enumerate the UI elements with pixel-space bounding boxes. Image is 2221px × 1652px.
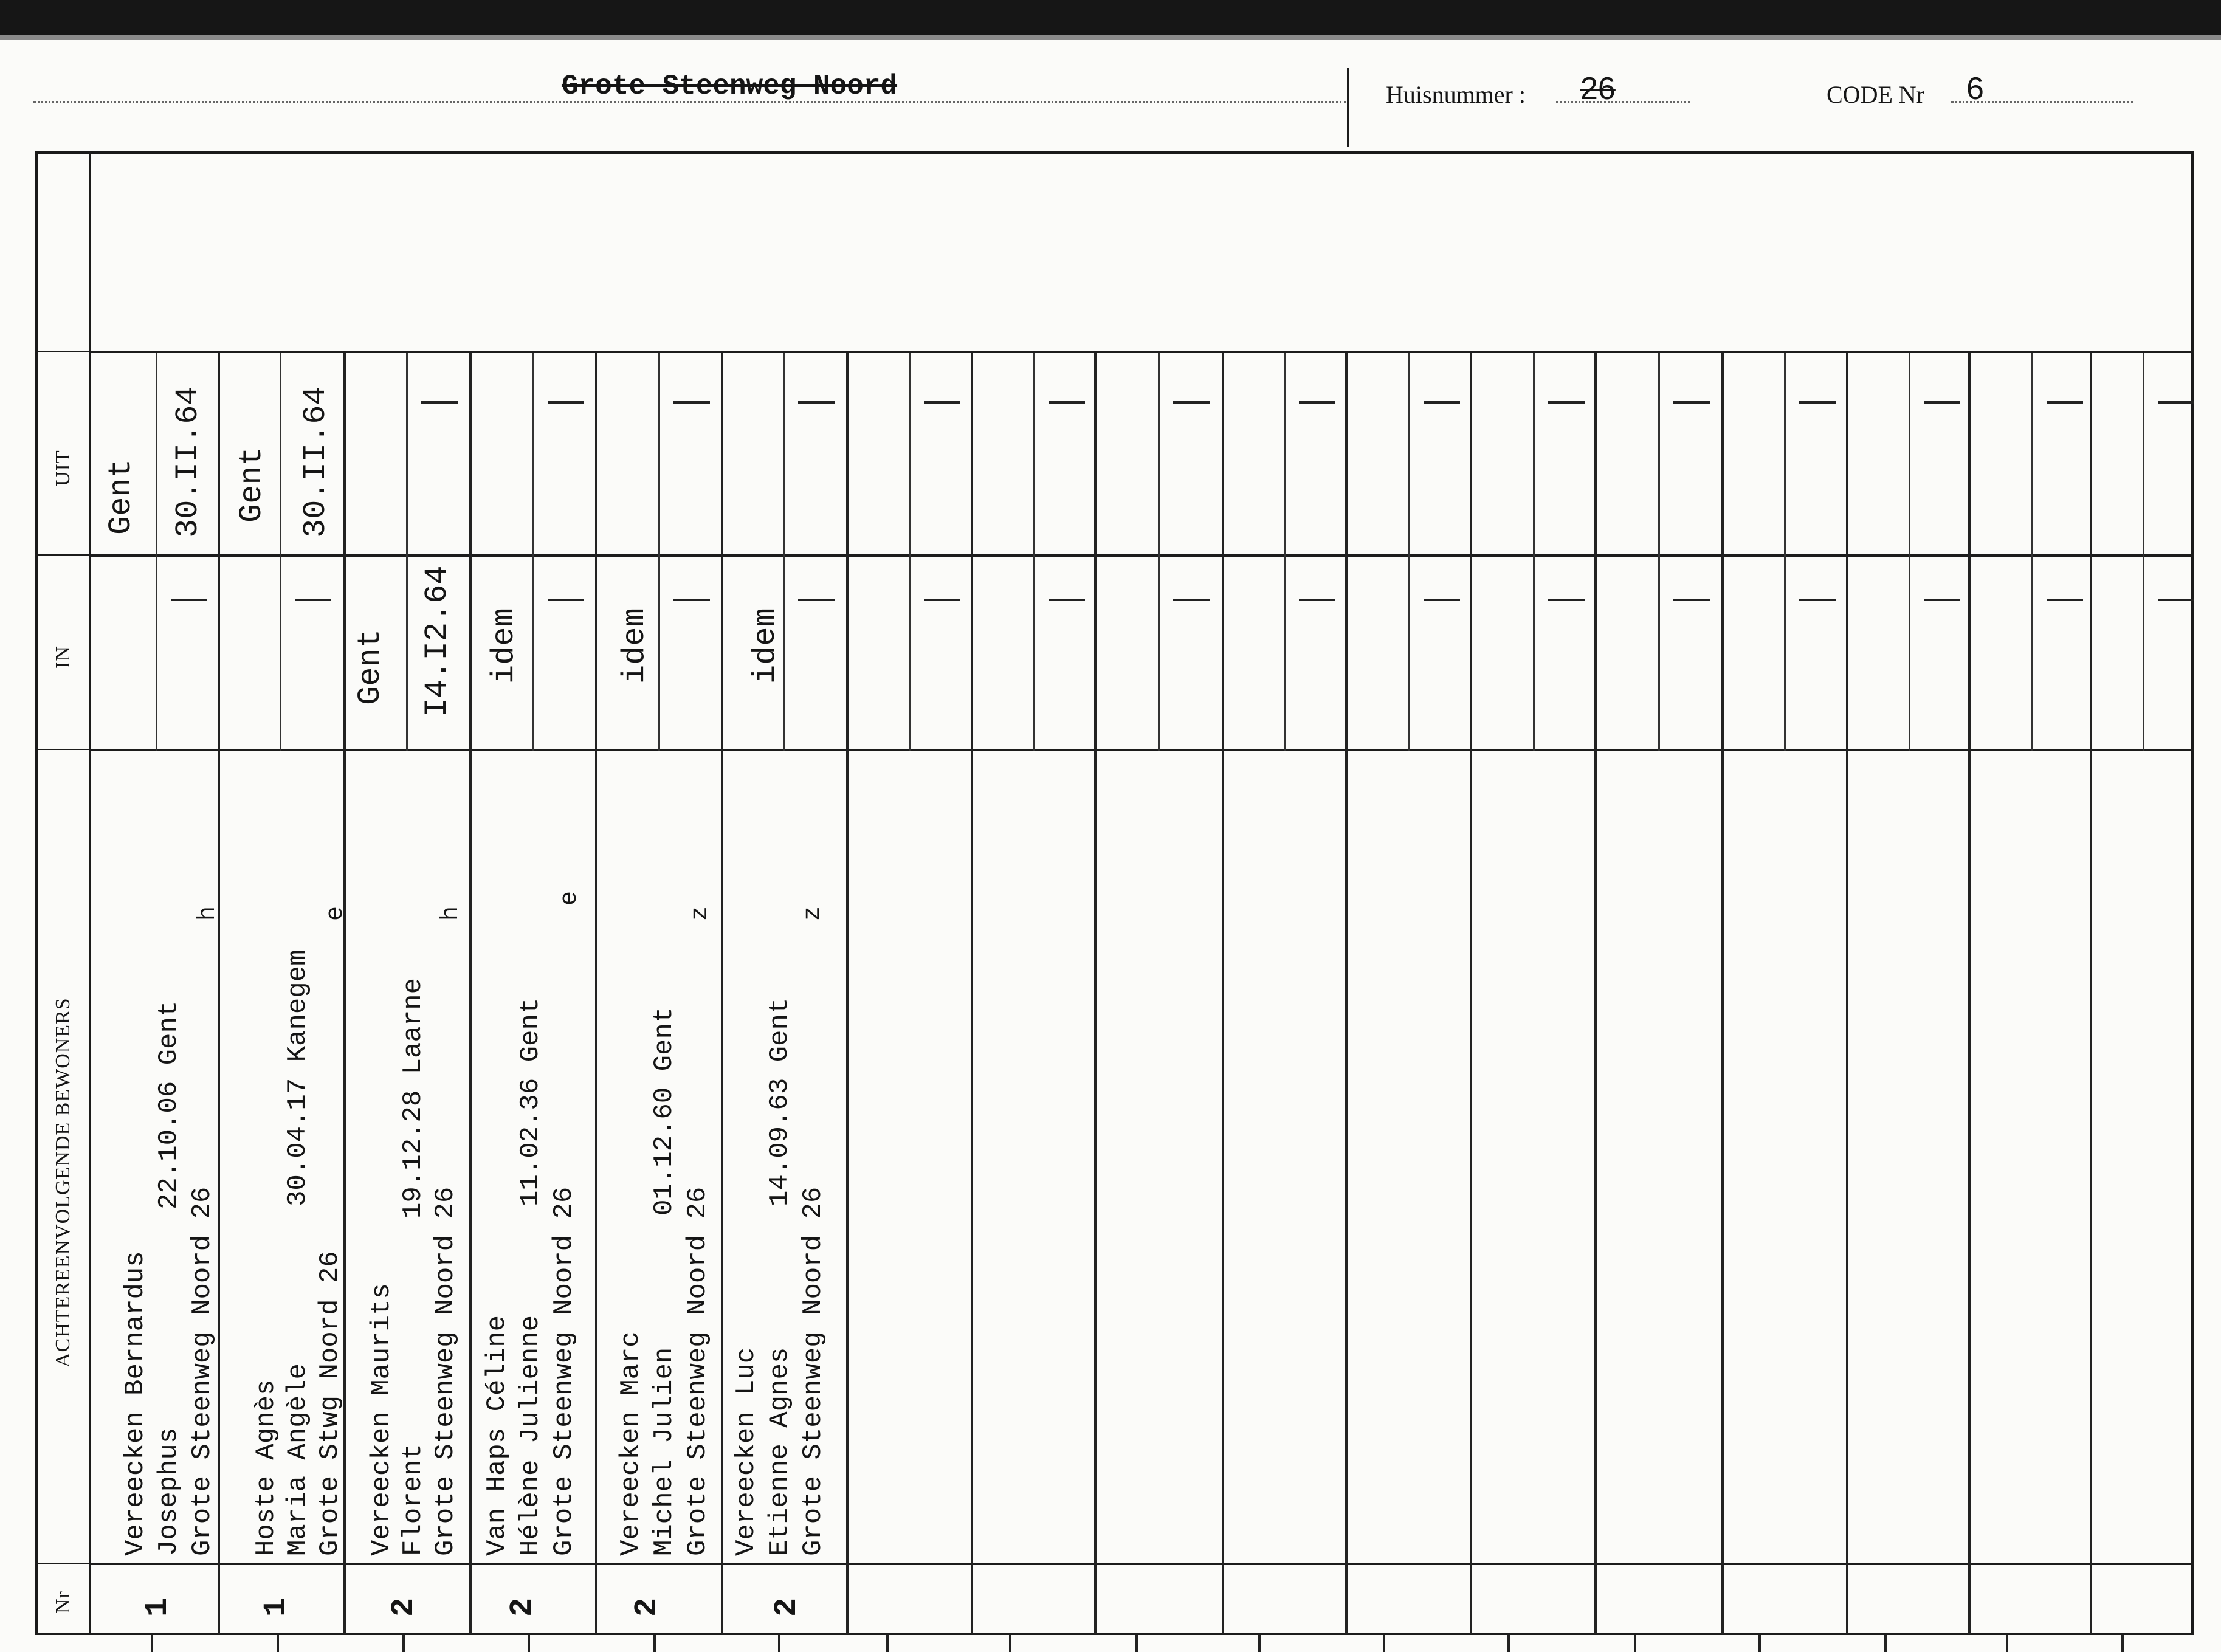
column-line bbox=[2090, 353, 2092, 1634]
bottom-tick bbox=[1758, 1635, 1761, 1652]
empty-dash bbox=[548, 599, 584, 601]
resident-firstname: Etienne Agnes bbox=[765, 1347, 795, 1556]
empty-dash bbox=[2158, 401, 2194, 404]
empty-dash bbox=[1924, 401, 1960, 404]
subcolumn-line bbox=[1033, 353, 1035, 751]
empty-dash bbox=[2158, 599, 2194, 601]
label-tick bbox=[35, 749, 90, 750]
bottom-tick bbox=[402, 1635, 405, 1652]
subcolumn-line bbox=[1909, 353, 1910, 751]
subcolumn-line bbox=[406, 353, 408, 751]
uit-date: 30.II.64 bbox=[170, 386, 206, 538]
bottom-tick bbox=[2006, 1635, 2008, 1652]
resident-address: Grote Steenweg Noord 26 bbox=[549, 1186, 579, 1556]
row-nr: 2 bbox=[629, 1597, 665, 1617]
empty-dash bbox=[1173, 599, 1210, 601]
subcolumn-line bbox=[1658, 353, 1660, 751]
resident-surname: Vereecken Bernardus bbox=[120, 1251, 151, 1556]
empty-dash bbox=[1673, 401, 1710, 404]
empty-dash bbox=[1424, 401, 1460, 404]
code-value: 6 bbox=[1966, 71, 1984, 106]
bottom-tick bbox=[1884, 1635, 1887, 1652]
resident-marker: e bbox=[322, 906, 350, 921]
empty-dash bbox=[1299, 599, 1335, 601]
subcolumn-line bbox=[532, 353, 534, 751]
empty-dash bbox=[1924, 599, 1960, 601]
empty-dash bbox=[1049, 599, 1085, 601]
subcolumn-line bbox=[1784, 353, 1786, 751]
register-table bbox=[35, 151, 2194, 1633]
bottom-tick bbox=[277, 1635, 279, 1652]
column-line bbox=[1968, 353, 1971, 1634]
row-nr: 2 bbox=[386, 1597, 422, 1617]
subcolumn-line bbox=[658, 353, 660, 751]
label-tick bbox=[35, 1563, 90, 1564]
column-line bbox=[1594, 353, 1597, 1634]
subcolumn-line bbox=[1533, 353, 1535, 751]
bottom-tick bbox=[151, 1635, 153, 1652]
resident-surname: Vereecken Maurits bbox=[367, 1283, 397, 1556]
in-place: idem bbox=[617, 608, 653, 684]
empty-dash bbox=[1173, 401, 1210, 404]
code-dotted-line bbox=[1951, 101, 2133, 103]
resident-birth: 14.09.63 Gent bbox=[765, 997, 795, 1206]
huisnummer-dotted-line bbox=[1556, 101, 1690, 103]
scan-top-edge bbox=[0, 35, 2221, 40]
section-label-uit: UIT bbox=[52, 450, 74, 486]
empty-dash bbox=[924, 599, 960, 601]
empty-dash bbox=[673, 599, 710, 601]
scan-top-band bbox=[0, 0, 2221, 35]
row-nr: 2 bbox=[504, 1597, 540, 1617]
empty-dash bbox=[1299, 401, 1335, 404]
resident-address: Grote Steenweg Noord 26 bbox=[683, 1186, 713, 1556]
resident-birth: 01.12.60 Gent bbox=[649, 1007, 680, 1216]
column-line bbox=[1094, 353, 1097, 1634]
column-line bbox=[721, 353, 723, 1634]
empty-dash bbox=[2047, 401, 2083, 404]
empty-dash bbox=[1424, 599, 1460, 601]
resident-surname: Van Haps Céline bbox=[482, 1315, 512, 1556]
resident-marker: h bbox=[438, 906, 465, 921]
bottom-tick bbox=[1634, 1635, 1636, 1652]
resident-marker: z bbox=[687, 906, 714, 921]
empty-dash bbox=[171, 599, 207, 601]
empty-dash bbox=[1049, 401, 1085, 404]
label-tick bbox=[35, 554, 90, 556]
empty-dash bbox=[2047, 599, 2083, 601]
bottom-tick bbox=[886, 1635, 889, 1652]
uit-place: Gent bbox=[103, 459, 139, 535]
column-line bbox=[595, 353, 597, 1634]
subcolumn-line bbox=[280, 353, 281, 751]
column-line bbox=[469, 353, 472, 1634]
bottom-tick bbox=[1383, 1635, 1385, 1652]
bottom-tick bbox=[1009, 1635, 1011, 1652]
resident-address: Grote Steenweg Noord 26 bbox=[798, 1186, 828, 1556]
table-bottom-line bbox=[35, 1633, 2194, 1635]
code-label: CODE Nr bbox=[1827, 81, 1925, 108]
resident-firstname: Maria Angèle bbox=[283, 1363, 313, 1556]
subcolumn-line bbox=[156, 353, 157, 751]
section-label-in: IN bbox=[52, 645, 74, 669]
empty-dash bbox=[1799, 599, 1836, 601]
column-line bbox=[846, 353, 849, 1634]
resident-surname: Vereecken Marc bbox=[616, 1331, 646, 1556]
empty-dash bbox=[1673, 599, 1710, 601]
resident-surname: Vereecken Luc bbox=[731, 1347, 762, 1556]
bottom-tick bbox=[778, 1635, 780, 1652]
in-place: Gent bbox=[353, 629, 388, 705]
label-tick bbox=[35, 351, 90, 352]
bewoners-nr-separator bbox=[90, 1563, 2194, 1565]
column-line bbox=[1470, 353, 1472, 1634]
empty-dash bbox=[673, 401, 710, 404]
subcolumn-line bbox=[1158, 353, 1160, 751]
resident-firstname: Michel Julien bbox=[649, 1347, 680, 1556]
column-line bbox=[1222, 353, 1224, 1634]
resident-address: Grote Steenweg Noord 26 bbox=[430, 1186, 461, 1556]
subcolumn-line bbox=[783, 353, 785, 751]
empty-dash bbox=[798, 401, 835, 404]
row-nr: 2 bbox=[769, 1597, 805, 1617]
street-name: Grote Steenweg Noord bbox=[561, 71, 898, 102]
resident-birth: 11.02.36 Gent bbox=[515, 997, 546, 1206]
bottom-tick bbox=[1258, 1635, 1261, 1652]
empty-dash bbox=[1548, 599, 1585, 601]
in-date: I4.I2.64 bbox=[419, 565, 455, 717]
resident-firstname: Florent bbox=[398, 1444, 429, 1556]
row-nr: 1 bbox=[258, 1597, 294, 1617]
uit-place: Gent bbox=[234, 447, 270, 523]
subcolumn-line bbox=[2143, 353, 2144, 751]
uit-date: 30.II.64 bbox=[298, 386, 334, 538]
bottom-tick bbox=[653, 1635, 656, 1652]
resident-surname: Hoste Agnès bbox=[251, 1379, 281, 1556]
empty-dash bbox=[924, 401, 960, 404]
resident-firstname: Josephus bbox=[154, 1427, 184, 1556]
column-line bbox=[971, 353, 973, 1634]
resident-marker: e bbox=[556, 890, 584, 906]
empty-dash bbox=[1799, 401, 1836, 404]
bottom-tick bbox=[1135, 1635, 1138, 1652]
resident-birth: 22.10.06 Gent bbox=[154, 1000, 184, 1210]
empty-dash bbox=[1548, 401, 1585, 404]
column-line bbox=[1846, 353, 1848, 1634]
subcolumn-line bbox=[909, 353, 911, 751]
section-label-bewoners: ACHTEREENVOLGENDE BEWONERS bbox=[52, 997, 74, 1368]
bottom-tick bbox=[2121, 1635, 2124, 1652]
empty-dash bbox=[798, 599, 835, 601]
header-separator bbox=[1347, 68, 1349, 147]
subcolumn-line bbox=[2031, 353, 2033, 751]
in-place: idem bbox=[748, 608, 783, 684]
empty-dash bbox=[548, 401, 584, 404]
subcolumn-line bbox=[1284, 353, 1286, 751]
column-line bbox=[1345, 353, 1348, 1634]
bottom-tick bbox=[528, 1635, 530, 1652]
section-label-nr: Nr bbox=[52, 1591, 74, 1614]
resident-birth: 19.12.28 Laarne bbox=[398, 977, 429, 1219]
empty-dash bbox=[295, 599, 331, 601]
huisnummer-label: Huisnummer : bbox=[1386, 81, 1526, 108]
resident-address: Grote Steenweg Noord 26 bbox=[187, 1186, 218, 1556]
resident-marker: z bbox=[799, 906, 827, 921]
resident-address: Grote Stwg Noord 26 bbox=[315, 1251, 345, 1556]
huisnummer-value: 26 bbox=[1580, 71, 1616, 106]
resident-marker: h bbox=[195, 906, 222, 921]
resident-firstname: Hélène Julienne bbox=[515, 1315, 546, 1556]
in-place: idem bbox=[486, 608, 522, 684]
empty-dash bbox=[421, 401, 458, 404]
column-line bbox=[1721, 353, 1724, 1634]
row-nr: 1 bbox=[140, 1597, 176, 1617]
bottom-tick bbox=[1507, 1635, 1510, 1652]
label-column-divider bbox=[89, 151, 91, 1634]
resident-birth: 30.04.17 Kanegem bbox=[283, 949, 313, 1206]
subcolumn-line bbox=[1408, 353, 1410, 751]
